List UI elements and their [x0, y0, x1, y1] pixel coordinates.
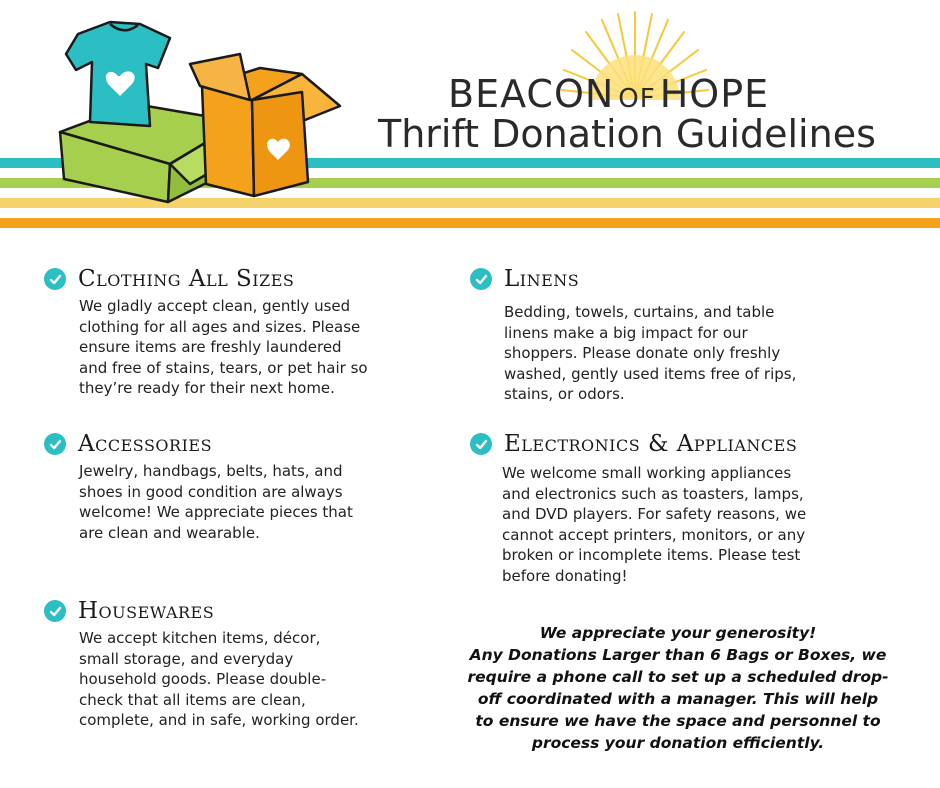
section-body: We welcome small working appliances and electronics such as toasters, lamps, and DVD players. For safety reasons, we cannot accept printers, monitors, or any broken or incomplete items. Please test before donating! [502, 464, 807, 585]
section-housewares [44, 598, 424, 731]
section-accessories [44, 431, 424, 543]
section-body: We gladly accept clean, gently used clothing for all ages and sizes. Please ensure items are freshly laundered and free of stains, tears, or pet hair so they’re ready for their next home. [79, 297, 368, 397]
checkmark-icon [44, 433, 66, 455]
section-electronics [470, 431, 890, 586]
section-title: Linens [504, 266, 580, 292]
section-title: Electronics & Appliances [504, 431, 798, 457]
donation-boxes-illustration [40, 14, 350, 214]
page-title: Thrift Donation Guidelines [378, 112, 876, 156]
section-body: Bedding, towels, curtains, and table linens make a big impact for our shoppers. Please donate only freshly washed, gently used items free of rips, stains, or odors. [504, 303, 797, 403]
section-linens [470, 266, 870, 405]
section-title: Clothing All Sizes [78, 266, 295, 292]
stripe-orange [0, 218, 940, 228]
checkmark-icon [470, 433, 492, 455]
section-body: We accept kitchen items, décor, small storage, and everyday household goods. Please double- check that all items are clean, complete, and in safe, working order. [79, 629, 359, 729]
checkmark-icon [44, 600, 66, 622]
section-title: Housewares [78, 598, 215, 624]
section-title: Accessories [78, 431, 213, 457]
section-clothing [44, 266, 424, 399]
brand-name: BEACON OF HOPE [448, 72, 770, 116]
donation-policy-note: We appreciate your generosity! Any Donations Larger than 6 Bags or Boxes, we require a phone call to set up a scheduled drop- off coordinated with a manager. This will help to ensure we have the space and personnel to process your donation efficiently. [467, 624, 889, 752]
section-body: Jewelry, handbags, belts, hats, and shoes in good condition are always welcome! We appreciate pieces that are clean and wearable. [79, 462, 353, 542]
checkmark-icon [44, 268, 66, 290]
checkmark-icon [470, 268, 492, 290]
